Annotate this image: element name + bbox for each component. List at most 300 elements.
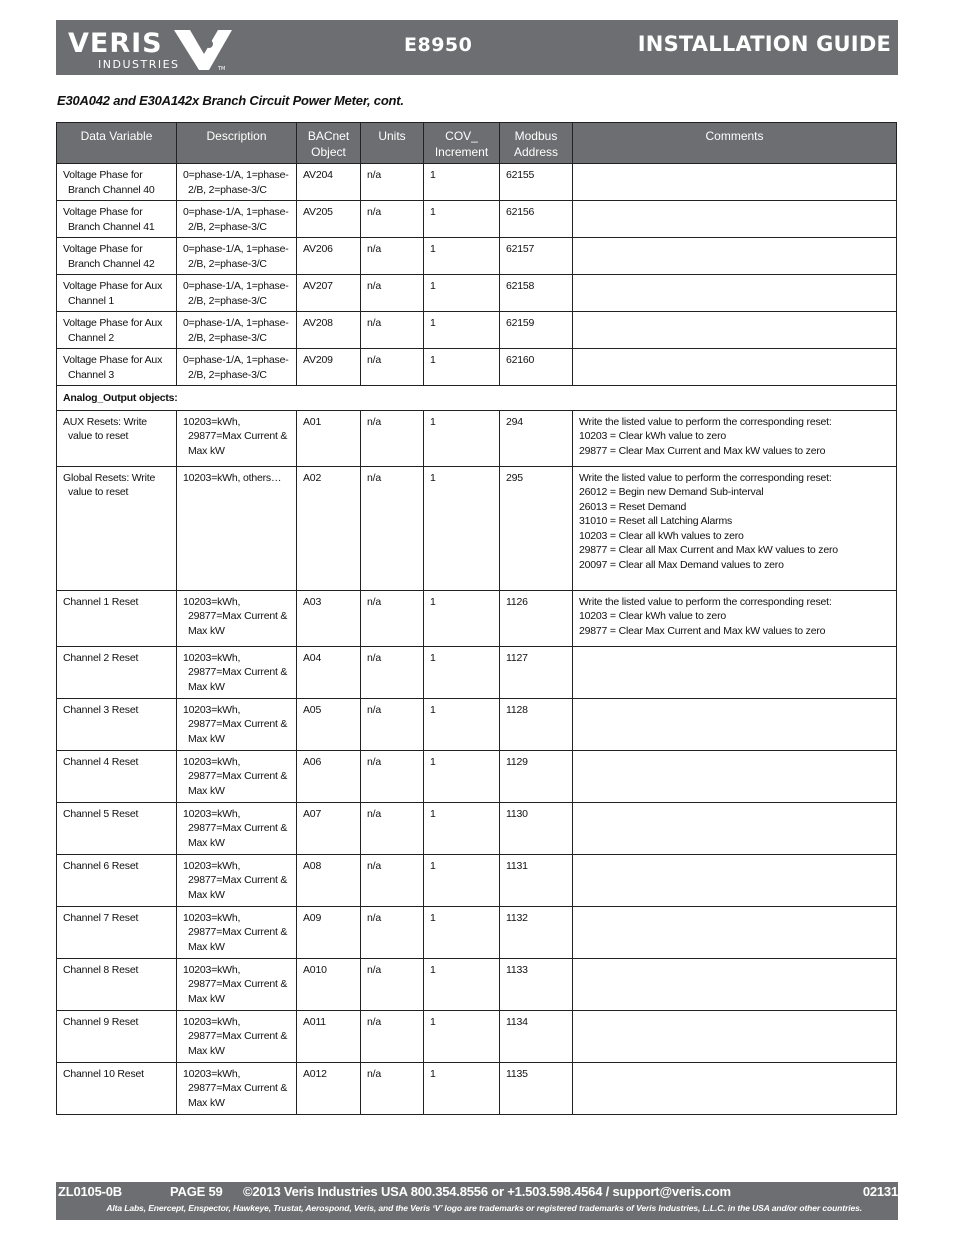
table-body xyxy=(57,164,897,1115)
units-cell xyxy=(361,466,424,590)
comments-cell xyxy=(573,906,897,958)
bacnet-objects-table xyxy=(56,122,896,1115)
table-row xyxy=(57,201,897,238)
column-header xyxy=(177,123,297,164)
modbus-address-cell-text: 295 xyxy=(506,471,523,484)
units-cell-text: n/a xyxy=(367,911,381,924)
bacnet-object-cell xyxy=(297,275,361,312)
column-header xyxy=(500,123,573,164)
description-cell-text: 10203=kWh, 29877=Max Current & Max kW xyxy=(183,755,288,797)
data-variable-cell-text: Channel 7 Reset xyxy=(63,911,139,924)
bacnet-object-cell-text: AV205 xyxy=(303,206,333,218)
data-variable-cell xyxy=(57,1010,177,1062)
veris-v-mark xyxy=(174,30,232,70)
bacnet-object-cell xyxy=(297,750,361,802)
description-cell xyxy=(177,646,297,698)
modbus-address-cell-text: 1130 xyxy=(506,807,528,820)
table-row xyxy=(57,646,897,698)
bacnet-object-cell-text: A03 xyxy=(303,595,322,608)
cov-increment-cell xyxy=(424,698,500,750)
description-cell xyxy=(177,312,297,349)
comment-line: 31010 = Reset all Latching Alarms xyxy=(579,515,733,527)
units-cell xyxy=(361,698,424,750)
units-cell xyxy=(361,646,424,698)
table-header-row xyxy=(57,123,897,164)
comments-cell xyxy=(573,349,897,386)
units-cell xyxy=(361,164,424,201)
bacnet-object-cell xyxy=(297,238,361,275)
modbus-address-cell-text: 1129 xyxy=(506,755,528,768)
column-header-line: Comments xyxy=(705,129,764,143)
data-variable-cell-text: Voltage Phase for Aux Channel 2 xyxy=(63,317,163,344)
column-header xyxy=(424,123,500,164)
description-cell-text: 10203=kWh, 29877=Max Current & Max kW xyxy=(183,1067,288,1109)
comment-line: 10203 = Clear all kWh values to zero xyxy=(579,529,744,542)
bacnet-object-cell-text: A09 xyxy=(303,911,322,924)
cov-increment-cell-text: 1 xyxy=(430,206,436,218)
modbus-address-cell xyxy=(500,958,573,1010)
modbus-address-cell xyxy=(500,698,573,750)
bacnet-object-cell-text: A010 xyxy=(303,963,327,976)
description-cell xyxy=(177,201,297,238)
modbus-address-cell-text: 62159 xyxy=(506,317,535,329)
cov-increment-cell xyxy=(424,802,500,854)
units-cell xyxy=(361,410,424,466)
cov-increment-cell xyxy=(424,410,500,466)
data-variable-cell-text: Channel 8 Reset xyxy=(63,963,139,976)
units-cell-text: n/a xyxy=(367,169,381,181)
modbus-address-cell-text: 62158 xyxy=(506,280,535,292)
cov-increment-cell xyxy=(424,646,500,698)
bacnet-object-cell xyxy=(297,906,361,958)
comments-cell xyxy=(573,312,897,349)
description-cell xyxy=(177,238,297,275)
comment-line: 10203 = Clear kWh value to zero xyxy=(579,430,727,442)
data-variable-cell xyxy=(57,349,177,386)
comment-line: 20097 = Clear all Max Demand values to zero xyxy=(579,558,784,571)
description-cell xyxy=(177,698,297,750)
table-row xyxy=(57,590,897,646)
comment-line: Write the listed value to perform the corresponding reset: xyxy=(579,471,832,484)
cov-increment-cell-text: 1 xyxy=(430,963,436,976)
data-variable-cell xyxy=(57,410,177,466)
cov-increment-cell xyxy=(424,854,500,906)
column-header-line: Units xyxy=(378,129,406,143)
description-cell xyxy=(177,958,297,1010)
comment-line: 29877 = Clear all Max Current and Max kW values to zero xyxy=(579,544,838,556)
bacnet-object-cell xyxy=(297,1062,361,1114)
data-variable-cell xyxy=(57,590,177,646)
cov-increment-cell xyxy=(424,275,500,312)
trademark-notice: Alta Labs, Enercept, Enspector, Hawkeye, Trustat, Aerospond, Veris, and the Veris ‘V’ logo are trademarks or registered trademarks of Veris Industries, L.L.C. in the USA and/or other countries. xyxy=(106,1203,862,1213)
page-footer xyxy=(56,1182,898,1220)
doc-id: ZL0105-0B xyxy=(58,1184,122,1199)
modbus-address-cell-text: 1132 xyxy=(506,911,528,924)
description-cell-text: 0=phase-1/A, 1=phase-2/B, 2=phase-3/C xyxy=(183,206,289,233)
column-header xyxy=(297,123,361,164)
bacnet-object-cell-text: A02 xyxy=(303,471,322,484)
modbus-address-cell xyxy=(500,164,573,201)
comment-line: Write the listed value to perform the corresponding reset: xyxy=(579,415,832,428)
cov-increment-cell xyxy=(424,1010,500,1062)
bacnet-object-cell xyxy=(297,349,361,386)
cov-increment-cell xyxy=(424,238,500,275)
cov-increment-cell-text: 1 xyxy=(430,169,436,181)
data-variable-cell-text: Channel 3 Reset xyxy=(63,703,139,716)
bacnet-object-cell-text: AV209 xyxy=(303,354,333,366)
description-cell-text: 10203=kWh, 29877=Max Current & Max kW xyxy=(183,859,288,901)
column-header-line: Object xyxy=(311,145,346,159)
units-cell-text: n/a xyxy=(367,651,381,664)
units-cell xyxy=(361,1010,424,1062)
cov-increment-cell-text: 1 xyxy=(430,415,436,428)
units-cell xyxy=(361,958,424,1010)
data-variable-cell-text: Voltage Phase for Branch Channel 40 xyxy=(63,169,155,196)
column-header xyxy=(573,123,897,164)
modbus-address-cell xyxy=(500,275,573,312)
units-cell xyxy=(361,802,424,854)
data-variable-cell xyxy=(57,854,177,906)
model-number: E8950 xyxy=(404,34,473,56)
comments-cell xyxy=(573,201,897,238)
data-variable-cell xyxy=(57,164,177,201)
modbus-address-cell-text: 1128 xyxy=(506,703,528,716)
comments-cell xyxy=(573,164,897,201)
units-cell-text: n/a xyxy=(367,206,381,218)
description-cell xyxy=(177,349,297,386)
cov-increment-cell xyxy=(424,349,500,386)
modbus-address-cell-text: 1135 xyxy=(506,1067,528,1080)
modbus-address-cell xyxy=(500,750,573,802)
data-variable-cell xyxy=(57,1062,177,1114)
units-cell-text: n/a xyxy=(367,280,381,292)
comments-cell xyxy=(573,410,897,466)
modbus-address-cell xyxy=(500,238,573,275)
comment-line: 29877 = Clear Max Current and Max kW values to zero xyxy=(579,624,826,637)
description-cell-text: 10203=kWh, 29877=Max Current & Max kW xyxy=(183,911,288,953)
modbus-address-cell-text: 1127 xyxy=(506,651,528,664)
data-variable-cell-text: Channel 5 Reset xyxy=(63,807,139,820)
units-cell-text: n/a xyxy=(367,317,381,329)
comment-line: Write the listed value to perform the corresponding reset: xyxy=(579,595,832,608)
units-cell-text: n/a xyxy=(367,471,381,484)
cov-increment-cell-text: 1 xyxy=(430,755,436,768)
units-cell xyxy=(361,854,424,906)
table-row xyxy=(57,164,897,201)
description-cell-text: 10203=kWh, 29877=Max Current & Max kW xyxy=(183,595,288,637)
bacnet-object-cell xyxy=(297,466,361,590)
logo-text: VERIS xyxy=(68,28,163,59)
description-cell-text: 0=phase-1/A, 1=phase-2/B, 2=phase-3/C xyxy=(183,280,289,307)
cov-increment-cell-text: 1 xyxy=(430,911,436,924)
cov-increment-cell-text: 1 xyxy=(430,1067,436,1080)
units-cell xyxy=(361,275,424,312)
bacnet-object-cell-text: AV204 xyxy=(303,169,333,181)
logo-tm: TM xyxy=(218,66,226,72)
cov-increment-cell xyxy=(424,164,500,201)
cov-increment-cell-text: 1 xyxy=(430,595,436,608)
bacnet-object-cell xyxy=(297,312,361,349)
bacnet-object-cell-text: A06 xyxy=(303,755,322,768)
cov-increment-cell-text: 1 xyxy=(430,317,436,329)
description-cell xyxy=(177,275,297,312)
cov-increment-cell-text: 1 xyxy=(430,243,436,255)
description-cell-text: 10203=kWh, 29877=Max Current & Max kW xyxy=(183,1015,288,1057)
column-header-line: COV_ xyxy=(445,129,478,143)
description-cell xyxy=(177,906,297,958)
data-variable-cell xyxy=(57,238,177,275)
data-variable-cell-text: Voltage Phase for Aux Channel 3 xyxy=(63,354,163,381)
comments-cell xyxy=(573,802,897,854)
comments-cell xyxy=(573,698,897,750)
bacnet-object-cell-text: A07 xyxy=(303,807,322,820)
cov-increment-cell-text: 1 xyxy=(430,280,436,292)
description-cell-text: 10203=kWh, others… xyxy=(183,471,282,484)
comment-line: 10203 = Clear kWh value to zero xyxy=(579,610,727,622)
cov-increment-cell xyxy=(424,201,500,238)
cov-increment-cell xyxy=(424,750,500,802)
modbus-address-cell xyxy=(500,312,573,349)
guide-title: INSTALLATION GUIDE xyxy=(637,32,891,56)
bacnet-object-cell xyxy=(297,958,361,1010)
description-cell-text: 0=phase-1/A, 1=phase-2/B, 2=phase-3/C xyxy=(183,317,289,344)
description-cell xyxy=(177,750,297,802)
bacnet-object-cell xyxy=(297,1010,361,1062)
modbus-address-cell xyxy=(500,410,573,466)
units-cell xyxy=(361,906,424,958)
data-variable-cell xyxy=(57,466,177,590)
comments-cell xyxy=(573,854,897,906)
table-row xyxy=(57,275,897,312)
comment-line: 26012 = Begin new Demand Sub-interval xyxy=(579,486,764,498)
data-variable-cell xyxy=(57,906,177,958)
units-cell-text: n/a xyxy=(367,1067,381,1080)
table-row xyxy=(57,1062,897,1114)
data-variable-cell xyxy=(57,275,177,312)
modbus-address-cell xyxy=(500,1062,573,1114)
modbus-address-cell xyxy=(500,1010,573,1062)
description-cell xyxy=(177,854,297,906)
bacnet-object-cell xyxy=(297,802,361,854)
cov-increment-cell-text: 1 xyxy=(430,859,436,872)
units-cell xyxy=(361,312,424,349)
description-cell-text: 10203=kWh, 29877=Max Current & Max kW xyxy=(183,651,288,693)
units-cell-text: n/a xyxy=(367,1015,381,1028)
units-cell xyxy=(361,238,424,275)
modbus-address-cell-text: 294 xyxy=(506,415,523,428)
table-row xyxy=(57,750,897,802)
column-header-line: Modbus xyxy=(514,129,558,143)
bacnet-object-cell xyxy=(297,698,361,750)
table-row xyxy=(57,1010,897,1062)
comment-line: 29877 = Clear Max Current and Max kW values to zero xyxy=(579,444,826,457)
description-cell-text: 10203=kWh, 29877=Max Current & Max kW xyxy=(183,703,288,745)
table-row xyxy=(57,410,897,466)
cov-increment-cell-text: 1 xyxy=(430,354,436,366)
modbus-address-cell xyxy=(500,854,573,906)
cov-increment-cell-text: 1 xyxy=(430,651,436,664)
units-cell-text: n/a xyxy=(367,595,381,608)
bacnet-object-cell xyxy=(297,410,361,466)
bacnet-object-cell-text: AV206 xyxy=(303,243,333,255)
section-label: Analog_Output objects: xyxy=(57,386,897,411)
comments-cell xyxy=(573,958,897,1010)
data-variable-cell-text: Voltage Phase for Branch Channel 42 xyxy=(63,243,155,270)
units-cell xyxy=(361,349,424,386)
data-variable-cell xyxy=(57,312,177,349)
description-cell-text: 0=phase-1/A, 1=phase-2/B, 2=phase-3/C xyxy=(183,354,289,381)
data-variable-cell-text: Channel 1 Reset xyxy=(63,595,139,608)
data-variable-cell-text: Global Resets: Write value to reset xyxy=(63,471,156,498)
cov-increment-cell xyxy=(424,590,500,646)
data-variable-cell xyxy=(57,646,177,698)
cov-increment-cell xyxy=(424,958,500,1010)
modbus-address-cell xyxy=(500,349,573,386)
description-cell-text: 0=phase-1/A, 1=phase-2/B, 2=phase-3/C xyxy=(183,169,289,196)
column-header-line: Address xyxy=(513,145,559,159)
modbus-address-cell-text: 1131 xyxy=(506,859,528,872)
table-row xyxy=(57,238,897,275)
data-variable-cell xyxy=(57,958,177,1010)
units-cell-text: n/a xyxy=(367,703,381,716)
bacnet-object-cell-text: A01 xyxy=(303,415,322,428)
modbus-address-cell-text: 62157 xyxy=(506,243,535,255)
data-variable-cell-text: Channel 10 Reset xyxy=(63,1067,144,1080)
data-variable-cell-text: Channel 6 Reset xyxy=(63,859,139,872)
column-header xyxy=(57,123,177,164)
data-variable-cell-text: Channel 2 Reset xyxy=(63,651,139,664)
cov-increment-cell xyxy=(424,906,500,958)
column-header-line: Increment xyxy=(434,145,489,159)
units-cell xyxy=(361,1062,424,1114)
description-cell xyxy=(177,1062,297,1114)
column-header-line: BACnet xyxy=(307,129,350,143)
table-row xyxy=(57,958,897,1010)
cov-increment-cell-text: 1 xyxy=(430,807,436,820)
modbus-address-cell-text: 1133 xyxy=(506,963,528,976)
bacnet-object-cell-text: AV207 xyxy=(303,280,333,292)
description-cell xyxy=(177,410,297,466)
cov-increment-cell xyxy=(424,466,500,590)
table-row xyxy=(57,698,897,750)
description-cell xyxy=(177,1010,297,1062)
description-cell xyxy=(177,466,297,590)
modbus-address-cell-text: 62160 xyxy=(506,354,535,366)
comment-line: 26013 = Reset Demand xyxy=(579,500,687,513)
table-row xyxy=(57,906,897,958)
bacnet-object-cell xyxy=(297,854,361,906)
modbus-address-cell-text: 1126 xyxy=(506,595,528,608)
modbus-address-cell-text: 62155 xyxy=(506,169,535,181)
bacnet-object-cell-text: A08 xyxy=(303,859,322,872)
comments-cell xyxy=(573,238,897,275)
description-cell-text: 0=phase-1/A, 1=phase-2/B, 2=phase-3/C xyxy=(183,243,289,270)
data-variable-cell-text: Voltage Phase for Aux Channel 1 xyxy=(63,280,163,307)
data-variable-cell xyxy=(57,698,177,750)
data-variable-cell xyxy=(57,201,177,238)
description-cell xyxy=(177,802,297,854)
table-row xyxy=(57,312,897,349)
units-cell-text: n/a xyxy=(367,963,381,976)
logo-subtext: INDUSTRIES xyxy=(98,58,180,71)
comments-cell xyxy=(573,275,897,312)
modbus-address-cell xyxy=(500,466,573,590)
data-variable-cell-text: Channel 4 Reset xyxy=(63,755,139,768)
bacnet-object-cell-text: AV208 xyxy=(303,317,333,329)
cov-increment-cell-text: 1 xyxy=(430,471,436,484)
table-caption: E30A042 and E30A142x Branch Circuit Power Meter, cont. xyxy=(57,93,404,108)
section-row xyxy=(57,386,897,411)
column-header-line: Data Variable xyxy=(80,129,153,143)
comments-cell xyxy=(573,1062,897,1114)
units-cell-text: n/a xyxy=(367,755,381,768)
description-cell-text: 10203=kWh, 29877=Max Current & Max kW xyxy=(183,415,288,457)
table-row xyxy=(57,854,897,906)
column-header xyxy=(361,123,424,164)
table-row xyxy=(57,466,897,590)
modbus-address-cell xyxy=(500,201,573,238)
column-header-line: Description xyxy=(206,129,267,143)
data-variable-cell xyxy=(57,802,177,854)
bacnet-object-cell xyxy=(297,201,361,238)
contact-info: ©2013 Veris Industries USA 800.354.8556 or +1.503.598.4564 / support@veris.com xyxy=(243,1184,731,1199)
cov-increment-cell-text: 1 xyxy=(430,703,436,716)
units-cell-text: n/a xyxy=(367,859,381,872)
doc-code: 02131 xyxy=(862,1184,898,1199)
bacnet-object-cell-text: A04 xyxy=(303,651,322,664)
modbus-address-cell xyxy=(500,590,573,646)
data-variable-cell-text: Voltage Phase for Branch Channel 41 xyxy=(63,206,155,233)
page-header xyxy=(56,20,898,75)
veris-logo xyxy=(66,24,236,72)
data-variable-cell-text: Channel 9 Reset xyxy=(63,1015,139,1028)
bacnet-object-cell xyxy=(297,646,361,698)
comments-cell xyxy=(573,466,897,590)
units-cell xyxy=(361,201,424,238)
units-cell-text: n/a xyxy=(367,354,381,366)
cov-increment-cell xyxy=(424,312,500,349)
units-cell xyxy=(361,750,424,802)
comments-cell xyxy=(573,646,897,698)
units-cell-text: n/a xyxy=(367,807,381,820)
bacnet-object-cell-text: A012 xyxy=(303,1067,327,1080)
description-cell xyxy=(177,590,297,646)
cov-increment-cell-text: 1 xyxy=(430,1015,436,1028)
modbus-address-cell xyxy=(500,906,573,958)
comments-cell xyxy=(573,1010,897,1062)
bacnet-object-cell xyxy=(297,590,361,646)
bacnet-object-cell-text: A05 xyxy=(303,703,322,716)
modbus-address-cell-text: 62156 xyxy=(506,206,535,218)
cov-increment-cell xyxy=(424,1062,500,1114)
units-cell-text: n/a xyxy=(367,243,381,255)
table-row xyxy=(57,349,897,386)
description-cell-text: 10203=kWh, 29877=Max Current & Max kW xyxy=(183,963,288,1005)
data-variable-cell xyxy=(57,750,177,802)
comments-cell xyxy=(573,590,897,646)
modbus-address-cell-text: 1134 xyxy=(506,1015,528,1028)
description-cell-text: 10203=kWh, 29877=Max Current & Max kW xyxy=(183,807,288,849)
data-variable-cell-text: AUX Resets: Write value to reset xyxy=(63,415,147,442)
table-row xyxy=(57,802,897,854)
page-number: PAGE 59 xyxy=(170,1184,223,1199)
comments-cell xyxy=(573,750,897,802)
units-cell xyxy=(361,590,424,646)
description-cell xyxy=(177,164,297,201)
modbus-address-cell xyxy=(500,646,573,698)
bacnet-object-cell-text: A011 xyxy=(303,1015,326,1028)
modbus-address-cell xyxy=(500,802,573,854)
